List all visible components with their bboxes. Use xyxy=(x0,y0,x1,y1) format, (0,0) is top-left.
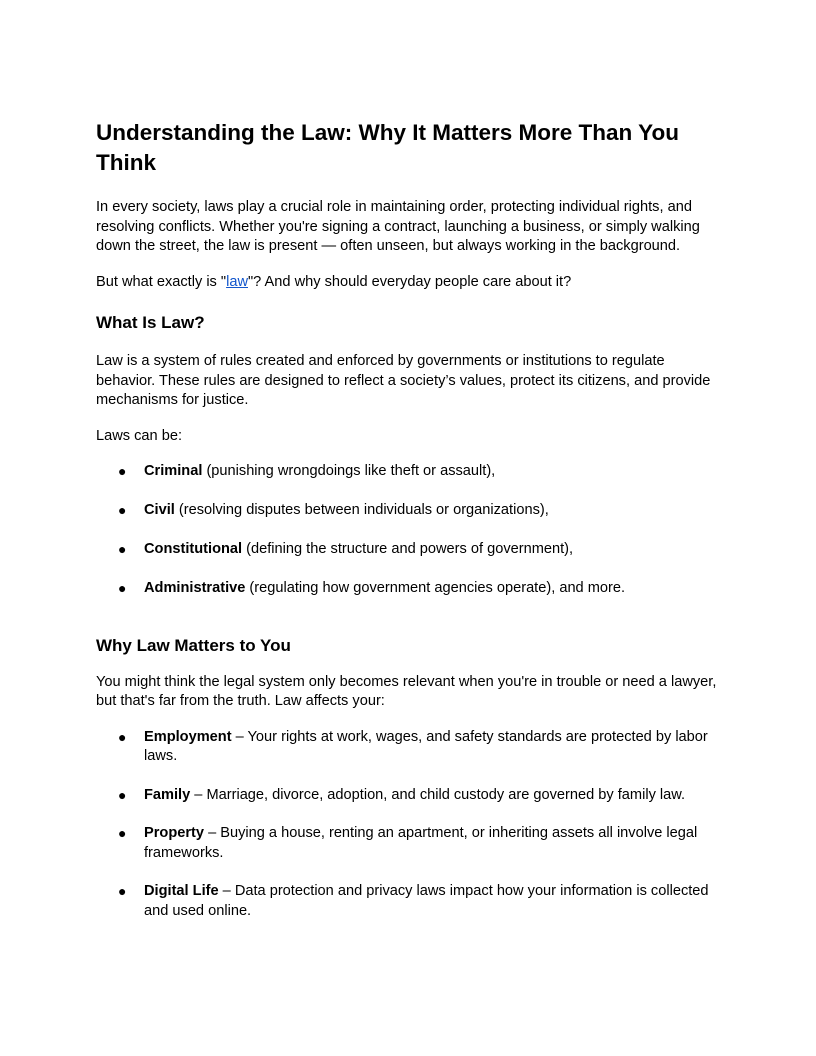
bullet-icon: ● xyxy=(118,463,127,479)
list-item xyxy=(96,728,724,767)
list-item-text: (punishing wrongdoings like theft or assault), xyxy=(202,463,496,479)
page-title: Understanding the Law: Why It Matters More Than You Think xyxy=(96,120,679,175)
bullet-icon: ● xyxy=(118,728,127,745)
list-item-term: Administrative xyxy=(144,580,246,596)
list-item-term: Family xyxy=(144,786,191,803)
list-item xyxy=(96,824,724,863)
intro-paragraph: In every society, laws play a crucial role in maintaining order, protecting individual rights, and resolving conflicts. Whether you're signing a contract, launching a business, or simply walking down the street, the law is present — often unseen, but always working in the background. xyxy=(96,199,700,254)
law-impact-list xyxy=(96,728,724,922)
list-item-text: (regulating how government agencies operate), and more. xyxy=(245,580,626,596)
list-item-text: – Your rights at work, wages, and safety standards are protected by labor laws. xyxy=(144,728,708,764)
list-item xyxy=(96,540,724,560)
list-item-term: Property xyxy=(144,825,205,841)
bullet-icon: ● xyxy=(118,883,127,899)
bullet-icon: ● xyxy=(118,580,127,596)
document-page xyxy=(96,118,724,921)
list-item-term: Constitutional xyxy=(144,541,243,557)
list-item-text: – Data protection and privacy laws impact how your information is collected and used online. xyxy=(144,883,709,919)
section-heading-why-law-matters: Why Law Matters to You xyxy=(96,635,291,655)
bullet-icon: ● xyxy=(118,502,127,518)
law-types-list xyxy=(96,462,724,599)
list-item xyxy=(96,501,724,521)
question-prefix: But what exactly is " xyxy=(96,273,227,290)
list-item-text: (resolving disputes between individuals or organizations), xyxy=(174,502,549,518)
bullet-icon: ● xyxy=(118,541,127,557)
list-item xyxy=(96,579,724,599)
list-item-text: – Marriage, divorce, adoption, and child custody are governed by family law. xyxy=(190,786,686,803)
question-paragraph xyxy=(96,273,724,293)
list-item-term: Employment xyxy=(144,728,232,745)
list-item-term: Digital Life xyxy=(144,883,219,899)
bullet-icon: ● xyxy=(118,825,127,841)
list-item-text: – Buying a house, renting an apartment, or inheriting assets all involve legal frameworks. xyxy=(144,825,698,861)
list-item-term: Civil xyxy=(144,502,175,518)
laws-list-intro: Laws can be: xyxy=(96,427,182,444)
list-item-term: Criminal xyxy=(144,463,203,479)
law-affects-paragraph: You might think the legal system only becomes relevant when you're in trouble or need a lawyer, but that's far from the truth. Law affects your: xyxy=(96,673,717,709)
section-heading-what-is-law: What Is Law? xyxy=(96,313,205,332)
list-item-text: (defining the structure and powers of government), xyxy=(242,541,574,557)
law-definition-paragraph: Law is a system of rules created and enforced by governments or institutions to regulate behavior. These rules are designed to reflect a society’s values, protect its citizens, and provide mechanisms for justice. xyxy=(96,353,711,408)
list-item xyxy=(96,786,724,806)
list-item xyxy=(96,462,724,482)
question-suffix: "? And why should everyday people care about it? xyxy=(248,273,572,290)
list-item xyxy=(96,882,724,921)
bullet-icon: ● xyxy=(118,786,127,803)
law-link[interactable]: law xyxy=(226,273,248,290)
